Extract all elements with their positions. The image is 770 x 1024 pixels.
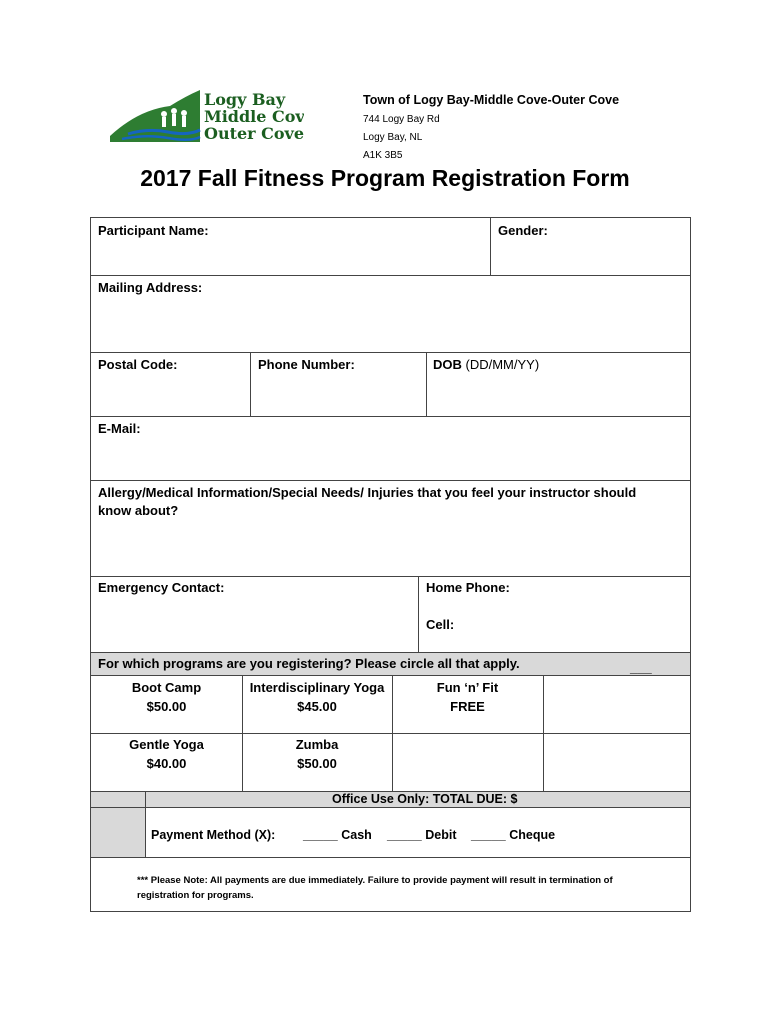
logo-text-line2: Middle Cove <box>204 107 304 126</box>
divider <box>91 675 690 676</box>
org-info <box>363 93 619 168</box>
home-phone-label: Home Phone: <box>426 580 510 595</box>
program-zumba[interactable] <box>242 735 392 773</box>
program-price: $40.00 <box>146 756 187 771</box>
divider <box>91 576 690 577</box>
program-price: FREE <box>450 699 485 714</box>
payment-debit-option[interactable]: _____ Debit <box>387 828 457 842</box>
office-side-shade <box>91 807 145 857</box>
payment-cheque-option[interactable]: _____ Cheque <box>471 828 556 842</box>
payment-note-line1: *** Please Note: All payments are due immediately. Failure to provide payment will result in termination of <box>137 875 613 886</box>
program-price: $50.00 <box>146 699 187 714</box>
emergency-contact-label: Emergency Contact: <box>98 580 225 595</box>
email-label: E-Mail: <box>98 421 141 436</box>
dob-label-text: DOB <box>433 357 462 372</box>
allergy-label-line1: Allergy/Medical Information/Special Needs/ Injuries that you feel your instructor should <box>98 485 637 500</box>
allergy-label-line2: know about? <box>98 503 179 518</box>
divider <box>250 352 251 416</box>
org-postal-code: A1K 3B5 <box>363 150 403 161</box>
divider <box>145 791 146 857</box>
org-address-line2: Logy Bay, NL <box>363 132 423 143</box>
program-name: Interdisciplinary Yoga <box>249 680 385 695</box>
form-title: 2017 Fall Fitness Program Registration Form <box>140 165 630 191</box>
programs-question: For which programs are you registering? Please circle all that apply. <box>98 656 520 671</box>
program-interdisciplinary-yoga[interactable] <box>242 678 392 716</box>
divider <box>426 352 427 416</box>
divider <box>91 857 690 858</box>
dob-format-hint: (DD/MM/YY) <box>465 357 540 372</box>
payment-method-label: Payment Method (X): <box>151 828 276 842</box>
divider <box>91 480 690 481</box>
dob-label <box>433 357 539 372</box>
divider <box>543 675 544 791</box>
divider <box>91 416 690 417</box>
program-name: Zumba <box>295 737 339 752</box>
office-total-due: Office Use Only: TOTAL DUE: $ <box>332 792 518 806</box>
program-name: Gentle Yoga <box>129 737 204 752</box>
program-name: Boot Camp <box>131 680 202 695</box>
registration-form <box>90 217 691 912</box>
postal-code-label: Postal Code: <box>98 357 178 372</box>
gender-label: Gender: <box>498 223 548 238</box>
org-address-line1: 744 Logy Bay Rd <box>363 114 440 125</box>
cell-label: Cell: <box>426 617 455 632</box>
payment-cash-option[interactable]: _____ Cash <box>303 828 372 842</box>
town-logo <box>108 88 304 148</box>
divider <box>91 733 690 734</box>
logo-graphic <box>108 88 304 148</box>
program-gentle-yoga[interactable] <box>91 735 242 773</box>
divider <box>91 652 690 653</box>
divider <box>490 218 491 275</box>
program-fun-n-fit[interactable] <box>392 678 543 716</box>
programs-blank: ___ <box>630 660 652 675</box>
divider <box>91 807 690 808</box>
org-name: Town of Logy Bay-Middle Cove-Outer Cove <box>363 93 620 107</box>
divider <box>91 352 690 353</box>
program-name: Fun ‘n’ Fit <box>436 680 499 695</box>
program-price: $50.00 <box>297 756 337 771</box>
program-boot-camp[interactable] <box>91 678 242 716</box>
participant-name-label: Participant Name: <box>98 223 209 238</box>
payment-note-line2: registration for programs. <box>137 890 254 901</box>
divider <box>91 275 690 276</box>
logo-text-line1: Logy Bay <box>204 90 286 109</box>
phone-number-label: Phone Number: <box>258 357 355 372</box>
logo-text-line3: Outer Cove <box>204 124 304 143</box>
mailing-address-label: Mailing Address: <box>98 280 203 295</box>
divider <box>418 576 419 652</box>
program-price: $45.00 <box>297 699 337 714</box>
